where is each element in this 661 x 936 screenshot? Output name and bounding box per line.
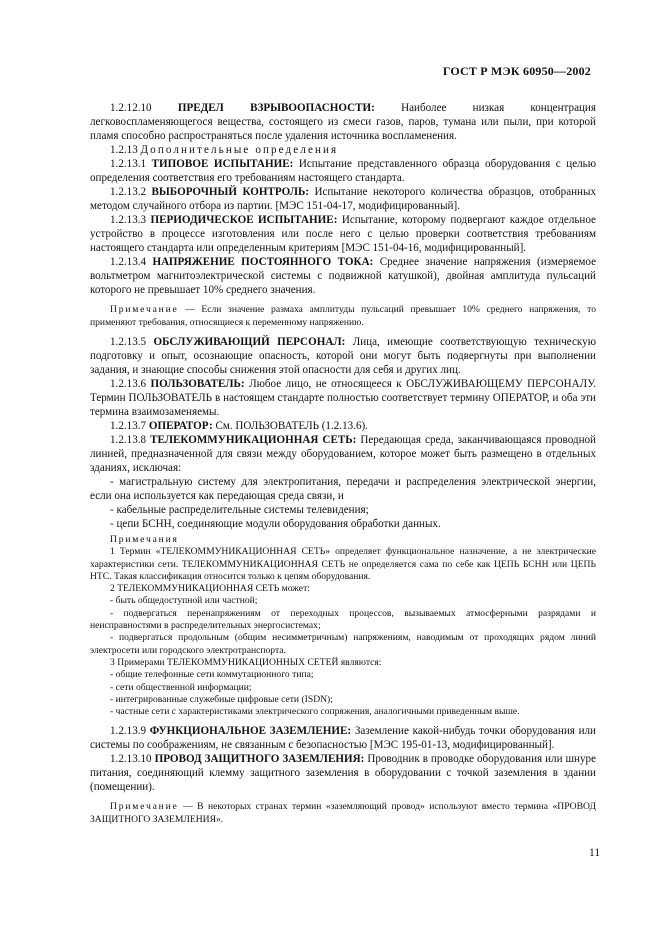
list-item: - подвергаться перенапряжениям от переходных процессов, вызываемых атмосферными разрядами и неисправностями в распределительных энергосистемах; [90, 607, 596, 632]
notes-label [90, 534, 596, 546]
term: ФУНКЦИОНАЛЬНОЕ ЗАЗЕМЛЕНИЕ: [149, 725, 352, 738]
clause-number: 1.2.13.7 [110, 420, 147, 432]
list-item: - кабельные распределительные системы телевидения; [110, 504, 369, 516]
clause-number: 1.2.13.10 [110, 753, 152, 766]
section-heading-1-2-13 [90, 143, 596, 157]
list-item: - магистральную систему для электропитания, передачи и распределения электрической энергии, если она используется как передающая среда связи, и [90, 476, 596, 502]
definition-1-2-13-6 [90, 377, 596, 419]
note-2-2: 2 ТЕЛЕКОММУНИКАЦИОННАЯ СЕТЬ может: [110, 583, 310, 595]
list-item: - частные сети с характеристиками электрического сопряжения, аналогичными приведенным выше. [110, 706, 520, 718]
definition-text: Передающая среда, заканчивающаяся проводной линией, предназначенной для связи между оборудованием, которое может быть размещено в отдельных зданиях, исключая: [90, 434, 596, 474]
list-item: - интегрированные служебные цифровые сети (ISDN); [110, 693, 333, 705]
note-label: Примечание [110, 304, 179, 315]
definition-1-2-13-4 [90, 255, 596, 297]
definition-text: Испытание, которому подвергают каждое отдельное устройство в процессе изготовления или после него с целью проверки соответствия требованиям настоящего стандарта или определенным критериям [МЭС 151-04-16, модифицированный]. [90, 214, 596, 254]
definition-text: Проводник в проводке оборудования или шнуре питания, соединяющий клемму защитного заземления в оборудовании с точкой заземления в здании (помещении). [90, 753, 597, 794]
definition-text: Любое лицо, не относящееся к ОБСЛУЖИВАЮЩЕМУ ПЕРСОНАЛУ. Термин ПОЛЬЗОВАТЕЛЬ в настоящем стандарте полностью соответствует термину ОПЕРАТОР, и оба эти термина взаимозаменяемы. [90, 378, 597, 418]
note-3 [90, 800, 596, 826]
list-item: - подвергаться продольным (общим несимметричным) напряжениям, наводимым от проходящих рядом линий электросети или городского электротранспорта. [90, 632, 596, 656]
term: ТЕЛЕКОММУНИКАЦИОННАЯ СЕТЬ: [150, 434, 357, 446]
document-body [90, 101, 596, 826]
definition-text: Наиболее низкая концентрация легковоспламеняющегося вещества, состоящего из смеси газов, паров, тумана или пыли, при которой пламя способно распространяться после удаления источника воспламенения. [90, 102, 596, 142]
clause-number: 1.2.13 [110, 144, 138, 156]
clause-number: 1.2.13.1 [110, 158, 147, 170]
term: ПОЛЬЗОВАТЕЛЬ: [150, 378, 245, 390]
definition-1-2-13-2 [90, 185, 596, 213]
definition-1-2-13-7 [90, 419, 596, 433]
note-1 [90, 303, 596, 329]
definition-text: Лица, имеющие соответствующую техническую подготовку и опыт, осознающие опасность, которой они могут быть подвергнуты при выполнении задания, и знающие способы снижения этой опасности для себя и других лиц. [90, 336, 596, 376]
term: ПЕРИОДИЧЕСКОЕ ИСПЫТАНИЕ: [150, 214, 338, 226]
definition-1-2-13-5 [90, 335, 596, 377]
definition-1-2-13-10 [90, 752, 596, 794]
definition-1-2-12-10 [90, 101, 596, 143]
standard-header: ГОСТ Р МЭК 60950—2002 [442, 64, 591, 78]
page-number: 11 [589, 847, 601, 859]
definition-1-2-13-8 [90, 433, 596, 475]
note-2-1: 1 Термин «ТЕЛЕКОММУНИКАЦИОННАЯ СЕТЬ» определяет функциональное назначение, а не электрические характеристики сети. ТЕЛЕКОММУНИКАЦИОННАЯ СЕТЬ не определяется сама по себе как ЦЕПЬ БСНН или ЦЕПЬ НТС. Такая классификация относится только к цепям оборудования. [90, 546, 596, 582]
term: ОБСЛУЖИВАЮЩИЙ ПЕРСОНАЛ: [153, 336, 346, 348]
list-item: - сети общественной информации; [110, 681, 252, 693]
clause-number: 1.2.12.10 [110, 102, 152, 114]
definition-1-2-13-9 [90, 724, 596, 752]
term: ПРОВОД ЗАЩИТНОГО ЗАЗЕМЛЕНИЯ: [154, 753, 365, 766]
clause-number: 1.2.13.4 [110, 256, 147, 268]
definition-text: Испытание некоторого количества образцов, отобранных методом случайного отбора из партии. [МЭС 151-04-17, модифицированный]. [90, 186, 596, 212]
definition-1-2-13-1 [90, 157, 596, 185]
term: ОПЕРАТОР: [148, 420, 213, 432]
section-title: Дополнительные определения [140, 144, 339, 156]
definition-text: Заземление какой-нибудь точки оборудования или системы по соображениям, не связанным с безопасностью [МЭС 195-01-13, модифицированный]. [90, 725, 596, 752]
term: ПРЕДЕЛ ВЗРЫВООПАСНОСТИ: [177, 102, 375, 114]
clause-number: 1.2.13.5 [110, 336, 147, 348]
term: ВЫБОРОЧНЫЙ КОНТРОЛЬ: [151, 186, 310, 198]
definition-1-2-13-3 [90, 213, 596, 255]
definition-text: См. ПОЛЬЗОВАТЕЛЬ (1.2.13.6). [215, 420, 368, 432]
note-label: Примечание [110, 801, 179, 813]
list-item: - быть общедоступной или частной; [110, 595, 258, 607]
definition-text: Среднее значение напряжения (измеряемое вольтметром магнитоэлектрической системы с подвижной катушкой), двойная амплитуда пульсаций которого не превышает 10% среднего значения. [90, 256, 596, 296]
note-2-3: 3 Примерами ТЕЛЕКОММУНИКАЦИОННЫХ СЕТЕЙ являются: [110, 656, 382, 668]
clause-number: 1.2.13.2 [110, 186, 147, 198]
note-text: — В некоторых странах термин «заземляющий провод» используют вместо термина «ПРОВОД ЗАЩИТНОГО ЗАЗЕМЛЕНИЯ». [90, 801, 596, 826]
clause-number: 1.2.13.9 [110, 725, 147, 738]
list-item: - общие телефонные сети коммутационного типа; [110, 669, 314, 681]
notes-label-text: Примечания [110, 534, 179, 545]
list-item: - цепи БСНН, соединяющие модули оборудования обработки данных. [110, 518, 441, 530]
clause-number: 1.2.13.3 [110, 214, 147, 226]
clause-number: 1.2.13.8 [110, 434, 147, 446]
clause-number: 1.2.13.6 [110, 378, 147, 390]
term: ТИПОВОЕ ИСПЫТАНИЕ: [151, 158, 294, 170]
note-text: — Если значение размаха амплитуды пульсаций превышает 10% среднего напряжения, то применяют требования, относящиеся к переменному напряжению. [90, 304, 596, 328]
definition-text: Испытание представленного образца оборудования с целью определения соответствия его требованиям настоящего стандарта. [90, 158, 597, 184]
term: НАПРЯЖЕНИЕ ПОСТОЯННОГО ТОКА: [152, 256, 374, 268]
